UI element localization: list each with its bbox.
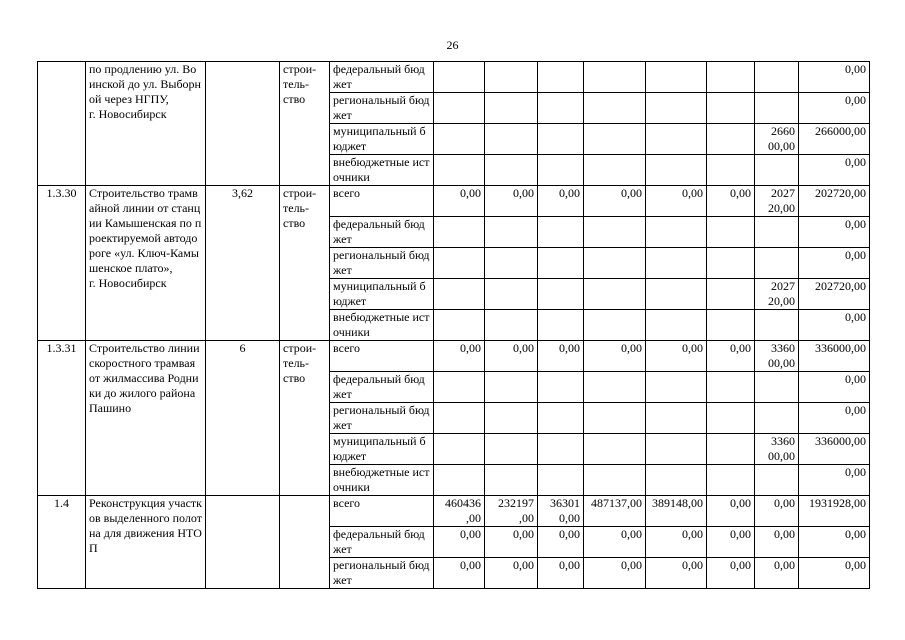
amount-cell: [707, 465, 755, 496]
item-name: по продлению ул. Воинской до ул. Выборной через НГПУ, г. Новосибирск: [86, 62, 206, 186]
total-cell: 336000,00: [799, 341, 870, 372]
amount-cell: [485, 93, 538, 124]
funding-source: федеральный бюджет: [330, 217, 434, 248]
funding-source: внебюджетные источники: [330, 310, 434, 341]
amount-cell: 0,00: [434, 186, 485, 217]
amount-cell: 0,00: [584, 341, 646, 372]
amount-cell: 0,00: [485, 558, 538, 589]
funding-source: муниципальный бюджет: [330, 279, 434, 310]
funding-source: всего: [330, 341, 434, 372]
amount-cell: [485, 465, 538, 496]
amount-cell: [434, 372, 485, 403]
funding-source: региональный бюджет: [330, 248, 434, 279]
amount-cell: 36301 0,00: [538, 496, 584, 527]
amount-cell: [434, 403, 485, 434]
amount-cell: 0,00: [485, 186, 538, 217]
amount-cell: [707, 403, 755, 434]
amount-cell: [538, 217, 584, 248]
amount-cell: [755, 310, 799, 341]
total-cell: 0,00: [799, 248, 870, 279]
amount-cell: [434, 124, 485, 155]
total-cell: 0,00: [799, 527, 870, 558]
total-cell: 0,00: [799, 155, 870, 186]
amount-cell: [646, 465, 707, 496]
amount-cell: [584, 465, 646, 496]
funding-source: муниципальный бюджет: [330, 124, 434, 155]
table-body: [38, 62, 870, 589]
amount-cell: 2027 20,00: [755, 279, 799, 310]
item-length: [206, 496, 280, 589]
page-number: 26: [446, 38, 459, 52]
item-name: Реконструкция участков выделенного полотна для движения НТОП: [86, 496, 206, 589]
amount-cell: 0,00: [584, 527, 646, 558]
amount-cell: 0,00: [755, 527, 799, 558]
amount-cell: [646, 155, 707, 186]
amount-cell: [538, 465, 584, 496]
total-cell: 336000,00: [799, 434, 870, 465]
amount-cell: [584, 62, 646, 93]
amount-cell: 0,00: [485, 527, 538, 558]
amount-cell: 389148,00: [646, 496, 707, 527]
amount-cell: [755, 93, 799, 124]
amount-cell: 0,00: [707, 527, 755, 558]
amount-cell: 3360 00,00: [755, 434, 799, 465]
table-row: [38, 186, 870, 217]
table-row: [38, 341, 870, 372]
amount-cell: [434, 465, 485, 496]
work-type: строи- тель- ство: [280, 62, 330, 186]
amount-cell: [485, 124, 538, 155]
total-cell: 202720,00: [799, 186, 870, 217]
amount-cell: 0,00: [707, 341, 755, 372]
amount-cell: 0,00: [584, 186, 646, 217]
amount-cell: [755, 155, 799, 186]
amount-cell: [485, 310, 538, 341]
amount-cell: [755, 403, 799, 434]
amount-cell: [646, 372, 707, 403]
item-name: Строительство линии скоростного трамвая от жилмассива Родники до жилого района Пашино: [86, 341, 206, 496]
amount-cell: [434, 93, 485, 124]
amount-cell: 0,00: [434, 558, 485, 589]
amount-cell: [646, 434, 707, 465]
amount-cell: [485, 403, 538, 434]
amount-cell: [707, 217, 755, 248]
funding-source: региональный бюджет: [330, 558, 434, 589]
amount-cell: [434, 62, 485, 93]
funding-source: региональный бюджет: [330, 93, 434, 124]
amount-cell: [646, 62, 707, 93]
total-cell: 202720,00: [799, 279, 870, 310]
amount-cell: [707, 279, 755, 310]
table-row: [38, 496, 870, 527]
amount-cell: [485, 434, 538, 465]
amount-cell: [707, 434, 755, 465]
amount-cell: [584, 310, 646, 341]
amount-cell: [538, 124, 584, 155]
amount-cell: [434, 310, 485, 341]
amount-cell: 0,00: [485, 341, 538, 372]
amount-cell: [485, 217, 538, 248]
total-cell: 0,00: [799, 465, 870, 496]
amount-cell: 0,00: [755, 558, 799, 589]
amount-cell: [434, 248, 485, 279]
total-cell: 0,00: [799, 62, 870, 93]
amount-cell: [646, 217, 707, 248]
amount-cell: [485, 248, 538, 279]
amount-cell: 0,00: [755, 496, 799, 527]
item-length: 3,62: [206, 186, 280, 341]
amount-cell: 0,00: [584, 558, 646, 589]
total-cell: 1931928,00: [799, 496, 870, 527]
work-type: [280, 496, 330, 589]
amount-cell: 0,00: [646, 527, 707, 558]
amount-cell: [584, 403, 646, 434]
amount-cell: [707, 93, 755, 124]
amount-cell: [584, 124, 646, 155]
funding-source: внебюджетные источники: [330, 465, 434, 496]
amount-cell: [584, 248, 646, 279]
amount-cell: 0,00: [434, 341, 485, 372]
amount-cell: [584, 93, 646, 124]
amount-cell: 0,00: [707, 186, 755, 217]
amount-cell: [707, 248, 755, 279]
amount-cell: [434, 434, 485, 465]
amount-cell: [538, 248, 584, 279]
amount-cell: [707, 310, 755, 341]
amount-cell: 0,00: [538, 186, 584, 217]
total-cell: 0,00: [799, 558, 870, 589]
amount-cell: [755, 248, 799, 279]
amount-cell: [485, 62, 538, 93]
amount-cell: 0,00: [707, 496, 755, 527]
amount-cell: [707, 124, 755, 155]
amount-cell: 0,00: [707, 558, 755, 589]
amount-cell: [646, 93, 707, 124]
amount-cell: [584, 279, 646, 310]
amount-cell: [485, 279, 538, 310]
amount-cell: 0,00: [646, 558, 707, 589]
amount-cell: 0,00: [646, 341, 707, 372]
item-code: 1.3.30: [38, 186, 86, 341]
amount-cell: 487137,00: [584, 496, 646, 527]
amount-cell: [538, 155, 584, 186]
item-length: 6: [206, 341, 280, 496]
amount-cell: [755, 372, 799, 403]
amount-cell: 0,00: [538, 527, 584, 558]
total-cell: 266000,00: [799, 124, 870, 155]
amount-cell: 2027 20,00: [755, 186, 799, 217]
amount-cell: 460436 ,00: [434, 496, 485, 527]
amount-cell: 2660 00,00: [755, 124, 799, 155]
total-cell: 0,00: [799, 403, 870, 434]
amount-cell: [538, 62, 584, 93]
item-code: 1.3.31: [38, 341, 86, 496]
amount-cell: [434, 155, 485, 186]
amount-cell: 0,00: [646, 186, 707, 217]
amount-cell: [538, 372, 584, 403]
amount-cell: [485, 372, 538, 403]
amount-cell: [434, 279, 485, 310]
amount-cell: [584, 434, 646, 465]
amount-cell: [646, 124, 707, 155]
work-type: строи- тель- ство: [280, 341, 330, 496]
funding-source: муниципальный бюджет: [330, 434, 434, 465]
amount-cell: [755, 62, 799, 93]
amount-cell: 0,00: [434, 527, 485, 558]
funding-source: федеральный бюджет: [330, 62, 434, 93]
amount-cell: [646, 248, 707, 279]
amount-cell: [707, 372, 755, 403]
funding-source: всего: [330, 186, 434, 217]
amount-cell: 3360 00,00: [755, 341, 799, 372]
amount-cell: 0,00: [538, 341, 584, 372]
funding-source: внебюджетные источники: [330, 155, 434, 186]
item-code: 1.4: [38, 496, 86, 589]
total-cell: 0,00: [799, 310, 870, 341]
amount-cell: 0,00: [538, 558, 584, 589]
amount-cell: [646, 279, 707, 310]
amount-cell: [755, 217, 799, 248]
amount-cell: [538, 403, 584, 434]
total-cell: 0,00: [799, 372, 870, 403]
funding-source: региональный бюджет: [330, 403, 434, 434]
table-row: [38, 62, 870, 93]
amount-cell: [538, 310, 584, 341]
amount-cell: [707, 62, 755, 93]
amount-cell: [538, 93, 584, 124]
amount-cell: [755, 465, 799, 496]
funding-source: федеральный бюджет: [330, 372, 434, 403]
total-cell: 0,00: [799, 93, 870, 124]
amount-cell: [584, 372, 646, 403]
funding-source: федеральный бюджет: [330, 527, 434, 558]
amount-cell: [434, 217, 485, 248]
budget-table: [37, 61, 870, 589]
total-cell: 0,00: [799, 217, 870, 248]
amount-cell: [485, 155, 538, 186]
amount-cell: [584, 217, 646, 248]
amount-cell: [584, 155, 646, 186]
amount-cell: [707, 155, 755, 186]
item-name: Строительство трамвайной линии от станции Камышенская по проектируемой автодороге «ул. Ключ-Камышенское плато», г. Новосибирск: [86, 186, 206, 341]
amount-cell: 232197 ,00: [485, 496, 538, 527]
amount-cell: [646, 310, 707, 341]
amount-cell: [538, 434, 584, 465]
amount-cell: [646, 403, 707, 434]
item-length: [206, 62, 280, 186]
work-type: строи- тель- ство: [280, 186, 330, 341]
funding-source: всего: [330, 496, 434, 527]
amount-cell: [538, 279, 584, 310]
item-code: [38, 62, 86, 186]
